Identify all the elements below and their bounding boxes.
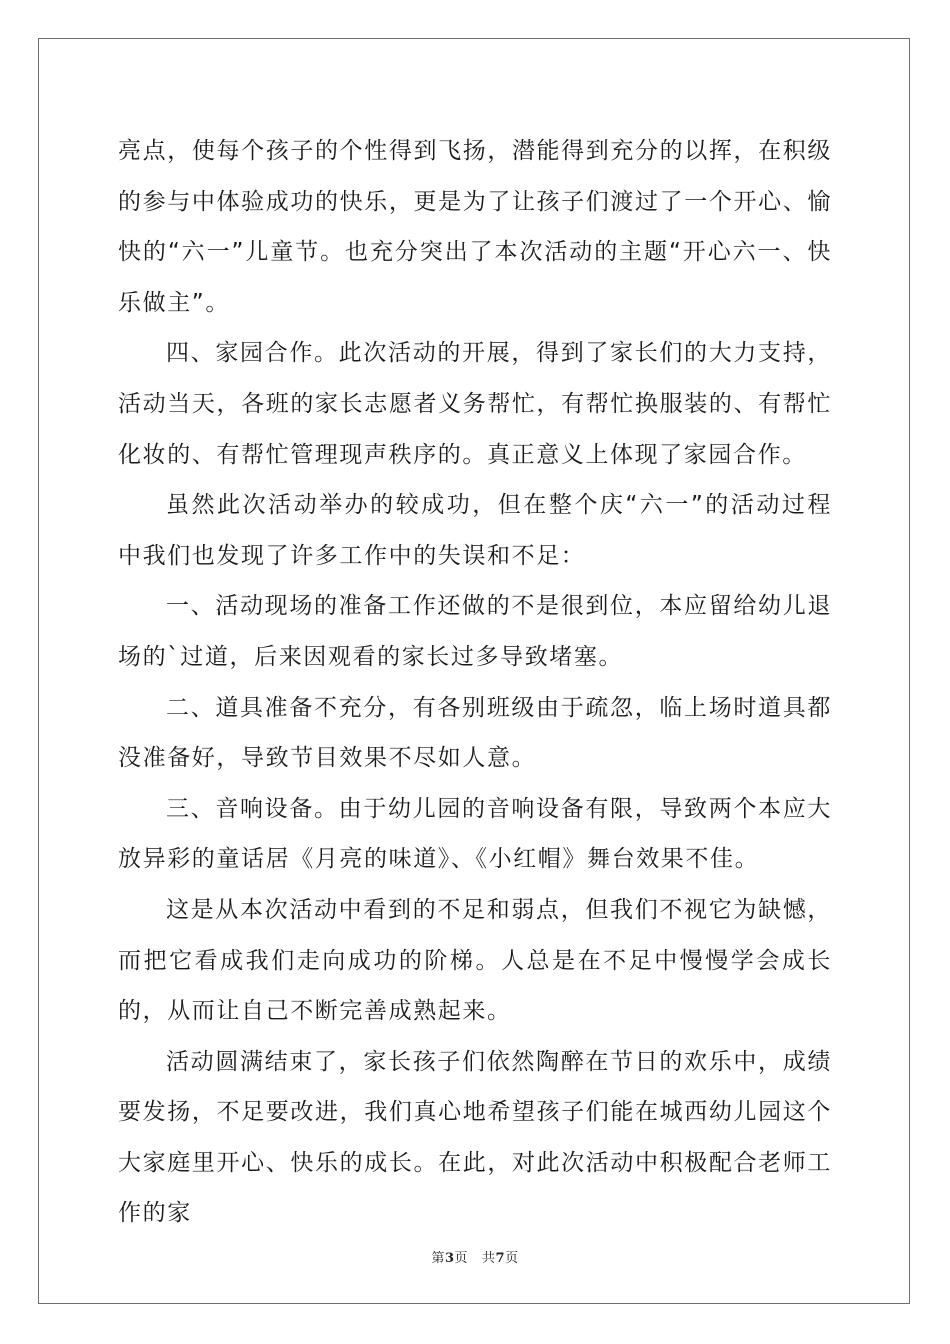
paragraph-shortcoming-3: 三、音响设备。由于幼儿园的音响设备有限，导致两个本应大放异彩的童话居《月亮的味道》、《小红帽》舞台效果不佳。 (118, 795, 832, 873)
paragraph-family-cooperation: 四、家园合作。此次活动的开展，得到了家长们的大力支持，活动当天，各班的家长志愿者义务帮忙，有帮忙换服装的、有帮忙化妆的、有帮忙管理现声秩序的。真正意义上体现了家园合作。 (118, 340, 832, 468)
paragraph-conclusion: 活动圆满结束了，家长孩子们依然陶醉在节日的欢乐中，成绩要发扬，不足要改进，我们真心地希望孩子们能在城西幼儿园这个大家庭里开心、快乐的成长。在此，对此次活动中积极配合老师工作的家 (118, 1048, 832, 1227)
page-prefix: 第 (431, 1251, 445, 1266)
paragraph-shortcoming-2: 二、道具准备不充分，有各别班级由于疏忽，临上场时道具都没准备好，导致节目效果不尽如人意。 (118, 694, 832, 772)
total-prefix: 共 (482, 1251, 496, 1266)
current-page-number: 3 (444, 1251, 455, 1266)
paragraph-continuation: 亮点，使每个孩子的个性得到飞扬，潜能得到充分的以挥，在积级的参与中体验成功的快乐，更是为了让孩子们渡过了一个开心、愉快的“六一”儿童节。也充分突出了本次活动的主题“开心六一、快乐做主”。 (118, 138, 832, 316)
paragraph-shortcoming-1: 一、活动现场的准备工作还做的不是很到位，本应留给幼儿退场的`过道，后来因观看的家长过多导致堵塞。 (118, 593, 832, 670)
paragraph-shortcomings-intro: 虽然此次活动举办的较成功，但在整个庆“六一”的活动过程中我们也发现了许多工作中的失误和不足： (118, 492, 832, 569)
document-body (118, 126, 832, 1239)
paragraph-reflection: 这是从本次活动中看到的不足和弱点，但我们不视它为缺憾，而把它看成我们走向成功的阶梯。人总是在不足中慢慢学会成长的，从而让自己不断完善成熟起来。 (118, 896, 832, 1025)
total-pages-number: 7 (495, 1251, 506, 1266)
page-suffix: 页 (454, 1251, 468, 1266)
total-suffix: 页 (505, 1251, 519, 1266)
page-footer (0, 1247, 950, 1266)
